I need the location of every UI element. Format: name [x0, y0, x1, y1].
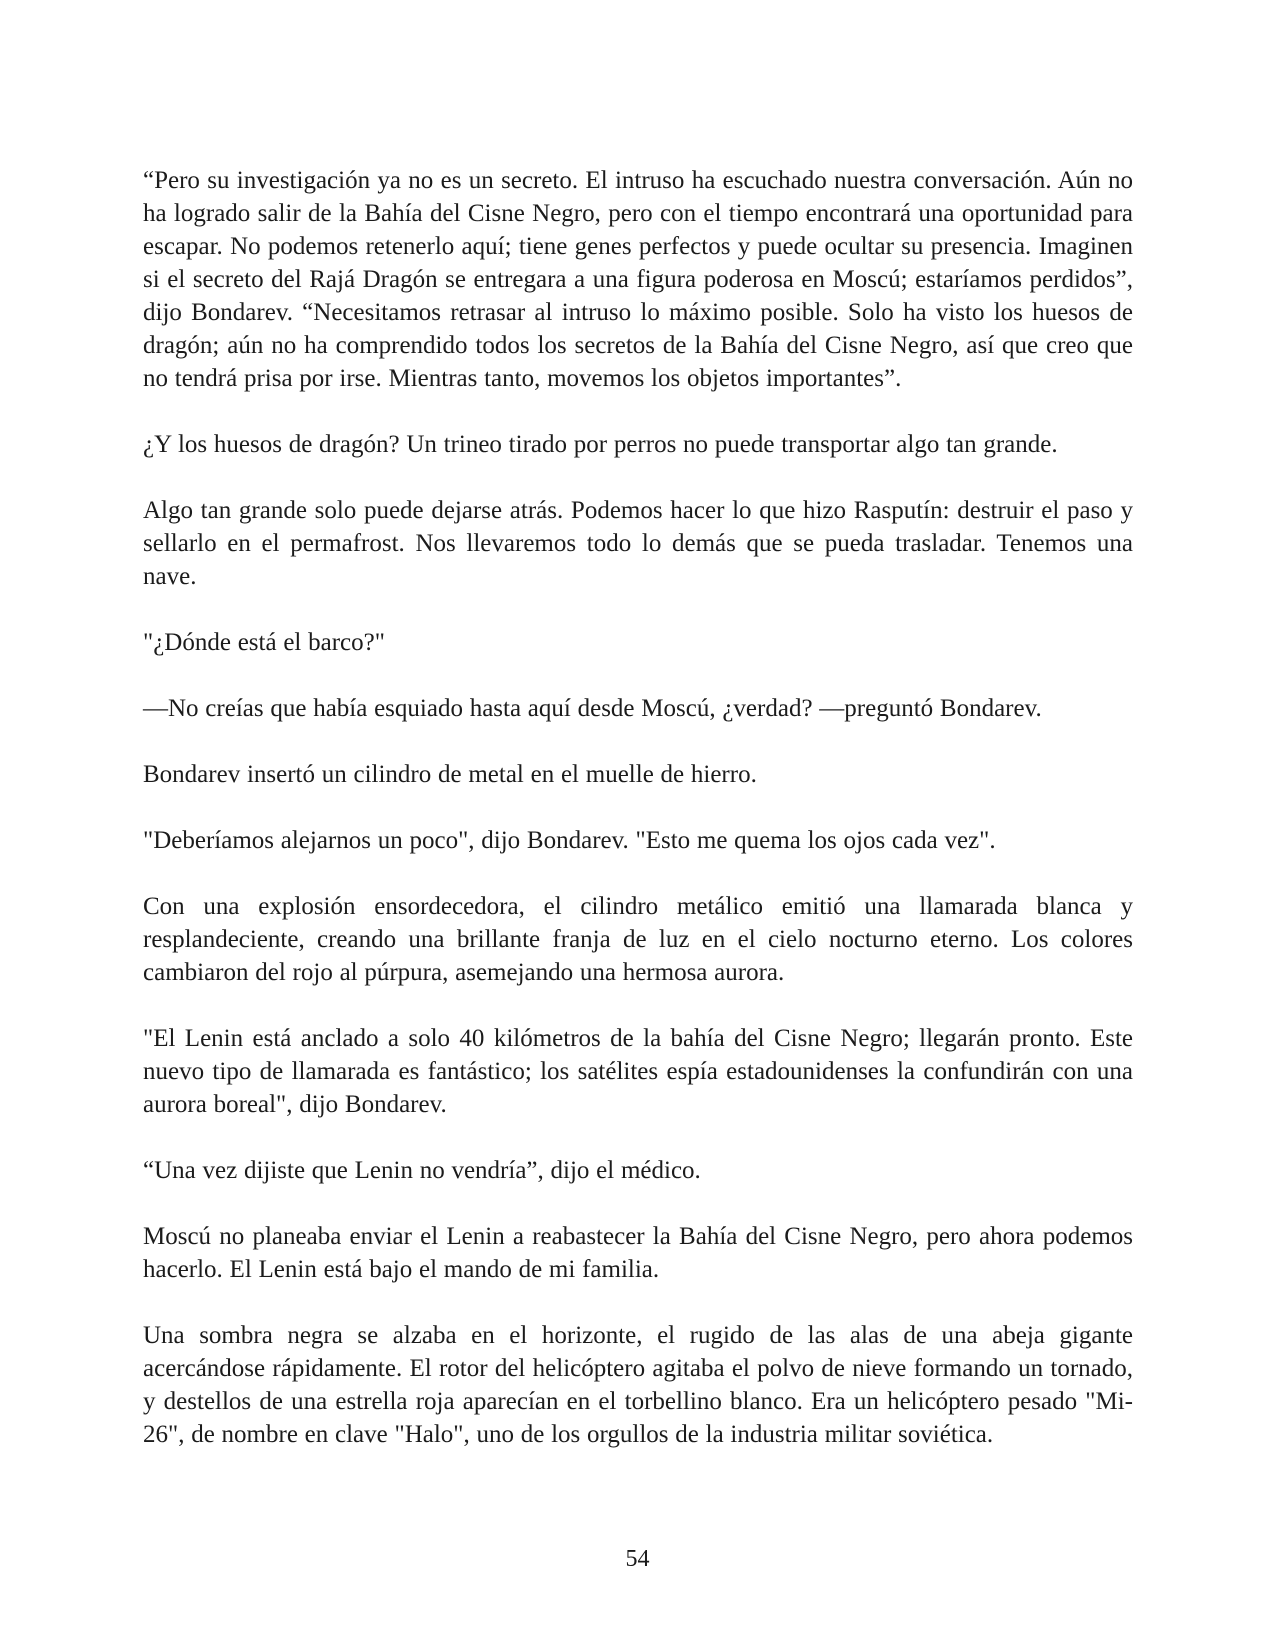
paragraph: "¿Dónde está el barco?"	[143, 629, 385, 656]
paragraph: ¿Y los huesos de dragón? Un trineo tirado por perros no puede transportar algo tan grande.	[143, 431, 1058, 458]
paragraph: Algo tan grande solo puede dejarse atrás. Podemos hacer lo que hizo Rasputín: destruir el paso y sellarlo en el permafrost. Nos llevaremos todo lo demás que se pueda trasladar. Tenemos una nave.	[143, 497, 1133, 590]
paragraph: “Pero su investigación ya no es un secreto. El intruso ha escuchado nuestra conversación. Aún no ha logrado salir de la Bahía del Cisne Negro, pero con el tiempo encontrará una oportunidad para escapar. No podemos retenerlo aquí; tiene genes perfectos y puede ocultar su presencia. Imaginen si el secreto del Rajá Dragón se entregara a una figura poderosa en Moscú; estaríamos perdidos”, dijo Bondarev. “Necesitamos retrasar al intruso lo máximo posible. Solo ha visto los huesos de dragón; aún no ha comprendido todos los secretos de la Bahía del Cisne Negro, así que creo que no tendrá prisa por irse. Mientras tanto, movemos los objetos importantes”.	[143, 167, 1133, 392]
paragraph: Con una explosión ensordecedora, el cilindro metálico emitió una llamarada blanca y resplandeciente, creando una brillante franja de luz en el cielo nocturno eterno. Los colores cambiaron del rojo al púrpura, asemejando una hermosa aurora.	[143, 893, 1133, 986]
paragraph: “Una vez dijiste que Lenin no vendría”, dijo el médico.	[143, 1157, 701, 1184]
paragraph: Una sombra negra se alzaba en el horizonte, el rugido de las alas de una abeja gigante acercándose rápidamente. El rotor del helicóptero agitaba el polvo de nieve formando un tornado, y destellos de una estrella roja aparecían en el torbellino blanco. Era un helicóptero pesado "Mi-26", de nombre en clave "Halo", uno de los orgullos de la industria militar soviética.	[143, 1322, 1133, 1448]
page-number: 54	[625, 1546, 650, 1572]
body-text	[143, 164, 1133, 1484]
paragraph: Moscú no planeaba enviar el Lenin a reabastecer la Bahía del Cisne Negro, pero ahora podemos hacerlo. El Lenin está bajo el mando de mi familia.	[143, 1223, 1133, 1283]
paragraph: "Deberíamos alejarnos un poco", dijo Bondarev. "Esto me quema los ojos cada vez".	[143, 827, 996, 854]
paragraph: —No creías que había esquiado hasta aquí desde Moscú, ¿verdad? —preguntó Bondarev.	[143, 695, 1042, 722]
paragraph: "El Lenin está anclado a solo 40 kilómetros de la bahía del Cisne Negro; llegarán pronto. Este nuevo tipo de llamarada es fantástico; los satélites espía estadounidenses la confundirán con una aurora boreal", dijo Bondarev.	[143, 1025, 1133, 1118]
paragraph: Bondarev insertó un cilindro de metal en el muelle de hierro.	[143, 761, 757, 788]
